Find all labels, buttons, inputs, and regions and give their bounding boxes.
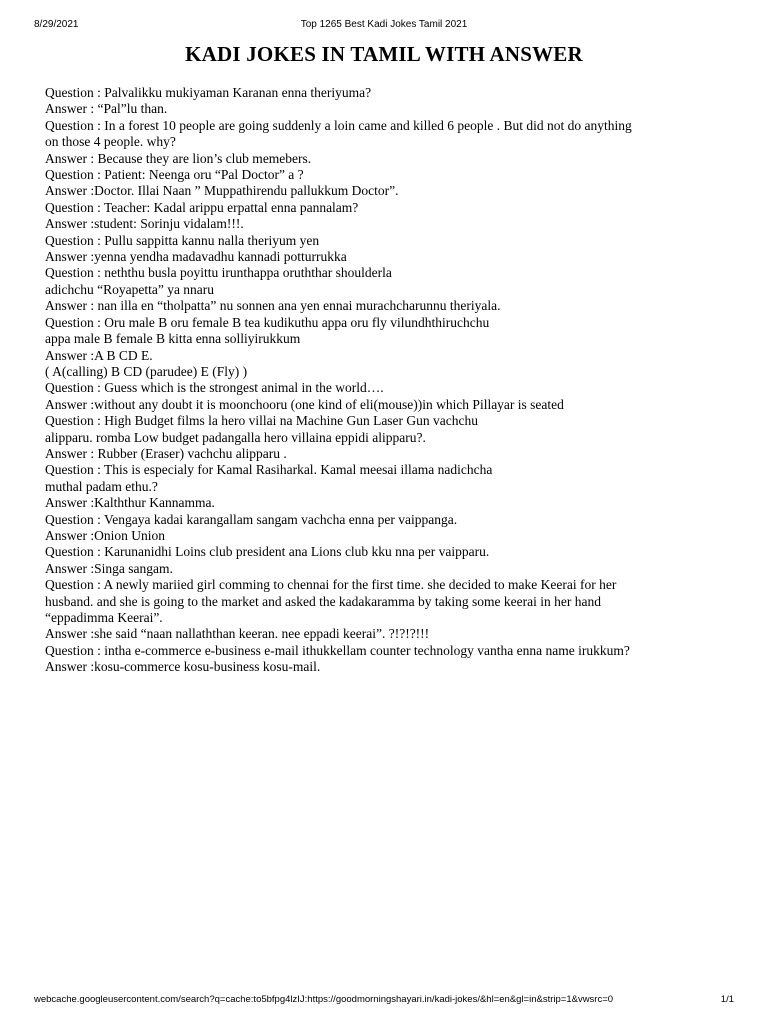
question-line: Question : Pullu sappitta kannu nalla theriyum yen (45, 232, 320, 248)
answer-line: Answer :she said “naan nallaththan keeran. nee eppadi keerai”. ?!?!?!!! (45, 626, 430, 642)
question-line: Question : Karunanidhi Loins club president ana Lions club kku nna per vaipparu. (45, 544, 490, 560)
question-line: Question : Vengaya kadai karangallam sangam vachcha enna per vaippanga. (45, 511, 458, 527)
question-line: Question : This is especialy for Kamal Rasiharkal. Kamal meesai illama nadichcha (45, 462, 493, 478)
question-line: Question : intha e-commerce e-business e-mail ithukkellam counter technology vantha enna name irukkum? (45, 642, 630, 658)
question-line: Question : A newly mariied girl comming to chennai for the first time. she decided to make Keerai for her (45, 577, 617, 593)
document-title: KADI JOKES IN TAMIL WITH ANSWER (185, 42, 583, 66)
answer-line: Answer : Rubber (Eraser) vachchu alipparu . (45, 445, 287, 461)
continuation-line: muthal padam ethu.? (45, 478, 158, 494)
question-line: Question : Patient: Neenga oru “Pal Doctor” a ? (45, 167, 304, 183)
print-date: 8/29/2021 (34, 19, 79, 30)
continuation-line: on those 4 people. why? (45, 134, 176, 150)
question-line: Question : Palvalikku mukiyaman Karanan enna theriyuma? (45, 85, 372, 100)
question-line: Question : Guess which is the strongest animal in the world…. (45, 380, 384, 396)
question-line: Question : Oru male B oru female B tea kudikuthu appa oru fly vilundhthiruchchu (45, 314, 490, 330)
answer-line: Answer : “Pal”lu than. (45, 101, 168, 117)
print-footer (34, 993, 734, 1007)
answer-line: Answer :Doctor. Illai Naan ” Muppathirendu pallukkum Doctor”. (45, 183, 399, 199)
continuation-line: husband. and she is going to the market and asked the kadakaramma by taking some keerai in her hand (45, 593, 601, 609)
source-url: webcache.googleusercontent.com/search?q=cache:to5bfpg4lzIJ:https://goodmorningshayari.in/kadi-jokes/&hl=en&gl=in&strip=1&vwsrc=0 (34, 994, 614, 1005)
answer-line: Answer : Because they are lion’s club memebers. (45, 150, 312, 166)
answer-line: Answer :Singa sangam. (45, 560, 173, 576)
continuation-line: adichchu “Royapetta” ya nnaru (45, 281, 215, 297)
question-line: Question : High Budget films la hero villai na Machine Gun Laser Gun vachchu (45, 413, 479, 429)
jokes-list (45, 85, 735, 676)
continuation-line: alipparu. romba Low budget padangalla hero villaina eppidi alipparu?. (45, 429, 426, 445)
print-header (34, 18, 734, 32)
print-page-title: Top 1265 Best Kadi Jokes Tamil 2021 (300, 19, 468, 30)
answer-line: Answer :yenna yendha madavadhu kannadi potturrukka (45, 249, 347, 265)
answer-line: Answer :student: Sorinju vidalam!!!. (45, 216, 244, 232)
answer-line: Answer :Onion Union (45, 527, 165, 543)
question-line: Question : In a forest 10 people are going suddenly a loin came and killed 6 people . But did not do anything (45, 117, 632, 133)
answer-line: Answer :Kalththur Kannamma. (45, 495, 215, 511)
page-number: 1/1 (720, 994, 734, 1005)
question-line: Question : neththu busla poyittu irunthappa oruththar shoulderla (45, 265, 392, 281)
continuation-line: “eppadimma Keerai”. (45, 610, 163, 625)
answer-line: Answer :kosu-commerce kosu-business kosu-mail. (45, 659, 321, 675)
answer-line: Answer : nan illa en “tholpatta” nu sonnen ana yen ennai murachcharunnu theriyala. (45, 298, 501, 314)
answer-line: Answer :without any doubt it is moonchooru (one kind of eli(mouse))in which Pillayar is seated (45, 396, 564, 412)
question-line: Question : Teacher: Kadal arippu erpattal enna pannalam? (45, 199, 359, 215)
continuation-line: ( A(calling) B CD (parudee) E (Fly) ) (45, 363, 248, 379)
continuation-line: appa male B female B kitta enna solliyirukkum (45, 331, 301, 347)
answer-line: Answer :A B CD E. (45, 347, 153, 363)
